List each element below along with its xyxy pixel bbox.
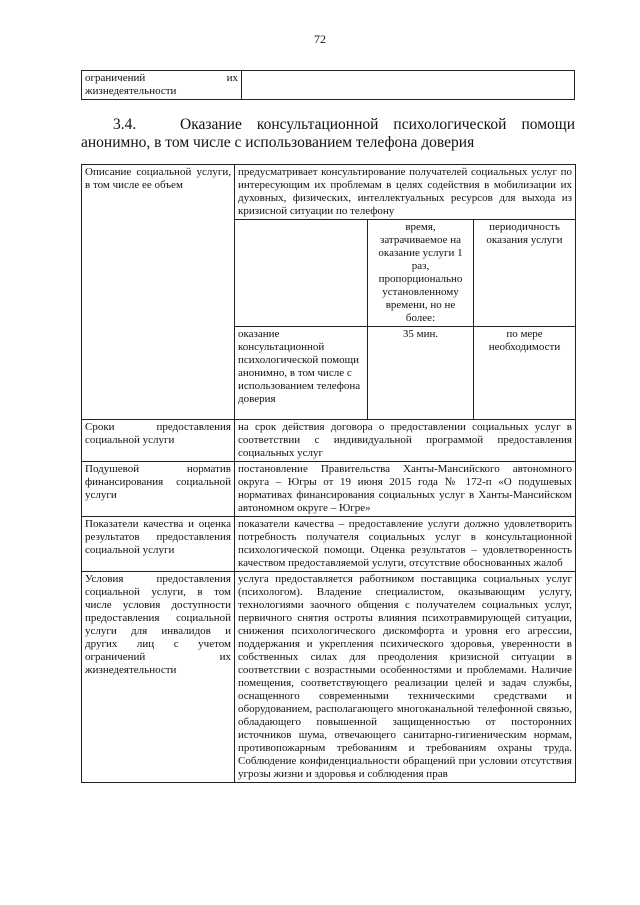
continued-label-word3: жизнедеятельности: [85, 85, 177, 97]
section-number: 3.4.: [113, 116, 137, 133]
terms-text: на срок действия договора о предоставлении социальных услуг в соответствии с индивидуальной программой предоставления социальных услуг: [235, 420, 576, 462]
continued-label-word1: ограничений: [85, 72, 146, 84]
service-name-header-empty: [235, 220, 368, 327]
description-text: предусматривает консультирование получателей социальных услуг по интересующим их проблемам в целях содействия в мобилизации их духовных, физических, интеллектуальных ресурсов для выхода из кризисной ситуации по телефону: [235, 165, 576, 220]
period-header: периодичность оказания услуги: [474, 220, 576, 327]
quality-text: показатели качества – предоставление услуги должно удовлетворить потребность получателя социальных услуг в консультационной психологической помощи. Оценка результатов – удовлетворенность качеством предоставляемой услуги, отсутствие обоснованных жалоб: [235, 517, 576, 572]
terms-label: Сроки предоставления социальной услуги: [82, 420, 235, 462]
continued-value-cell: [242, 71, 575, 100]
description-label: Описание социальной услуги, в том числе ее объем: [82, 165, 235, 420]
continued-table: [81, 70, 575, 100]
time-header: время, затрачиваемое на оказание услуги 1 раз, пропорционально установленному времени, но не более:: [368, 220, 474, 327]
section-heading: [81, 116, 575, 152]
service-table: [81, 164, 576, 783]
quality-label: Показатели качества и оценка результатов предоставления социальной услуги: [82, 517, 235, 572]
continued-label-word2: их: [226, 72, 238, 84]
service-name: оказание консультационной психологической помощи анонимно, в том числе с использованием телефона доверия: [235, 327, 368, 420]
time-value: 35 мин.: [368, 327, 474, 420]
section-title: Оказание консультационной психологической помощи анонимно, в том числе с использованием телефона доверия: [81, 116, 576, 151]
period-value: по мере необходимости: [474, 327, 576, 420]
norm-label: Подушевой норматив финансирования социальной услуги: [82, 462, 235, 517]
continued-label-cell: [82, 71, 242, 100]
norm-text: постановление Правительства Ханты-Мансийского автономного округа – Югры от 19 июня 2015 года № 172-п «О подушевых нормативах финансирования социальных услуг в Ханты-Мансийском автономном округе – Югре»: [235, 462, 576, 517]
conditions-text: услуга предоставляется работником поставщика социальных услуг (психологом). Владение специалистом, оказывающим услугу, технологиями заочного общения с получателем социальных услуг, первичного снятия остроты влияния психотравмирующей ситуации, снижения психологического дискомфорта и уровня его агрессии, поддержания и укрепления психического здоровья, уверенности в собственных силах для преодоления кризисной ситуации в соответствии с возрастными особенностями и проблемами. Наличие помещения, соответствующего реализации целей и задач службы, оснащенного современными техническими средствами и оборудованием, располагающего многоканальной телефонной связью, обладающего повышенной защищенностью от посторонних источников шума, отвечающего санитарно-гигиеническим нормам, противопожарным требованиям и требованиям охраны труда. Соблюдение конфиденциальности обращений при условии отсутствия угрозы жизни и здоровья и соблюдения прав: [235, 572, 576, 783]
conditions-label: Условия предоставления социальной услуги, в том числе условия доступности предоставления социальной услуги для инвалидов и других лиц с учетом ограничений их жизнедеятельности: [82, 572, 235, 783]
page-number: 72: [314, 32, 326, 46]
